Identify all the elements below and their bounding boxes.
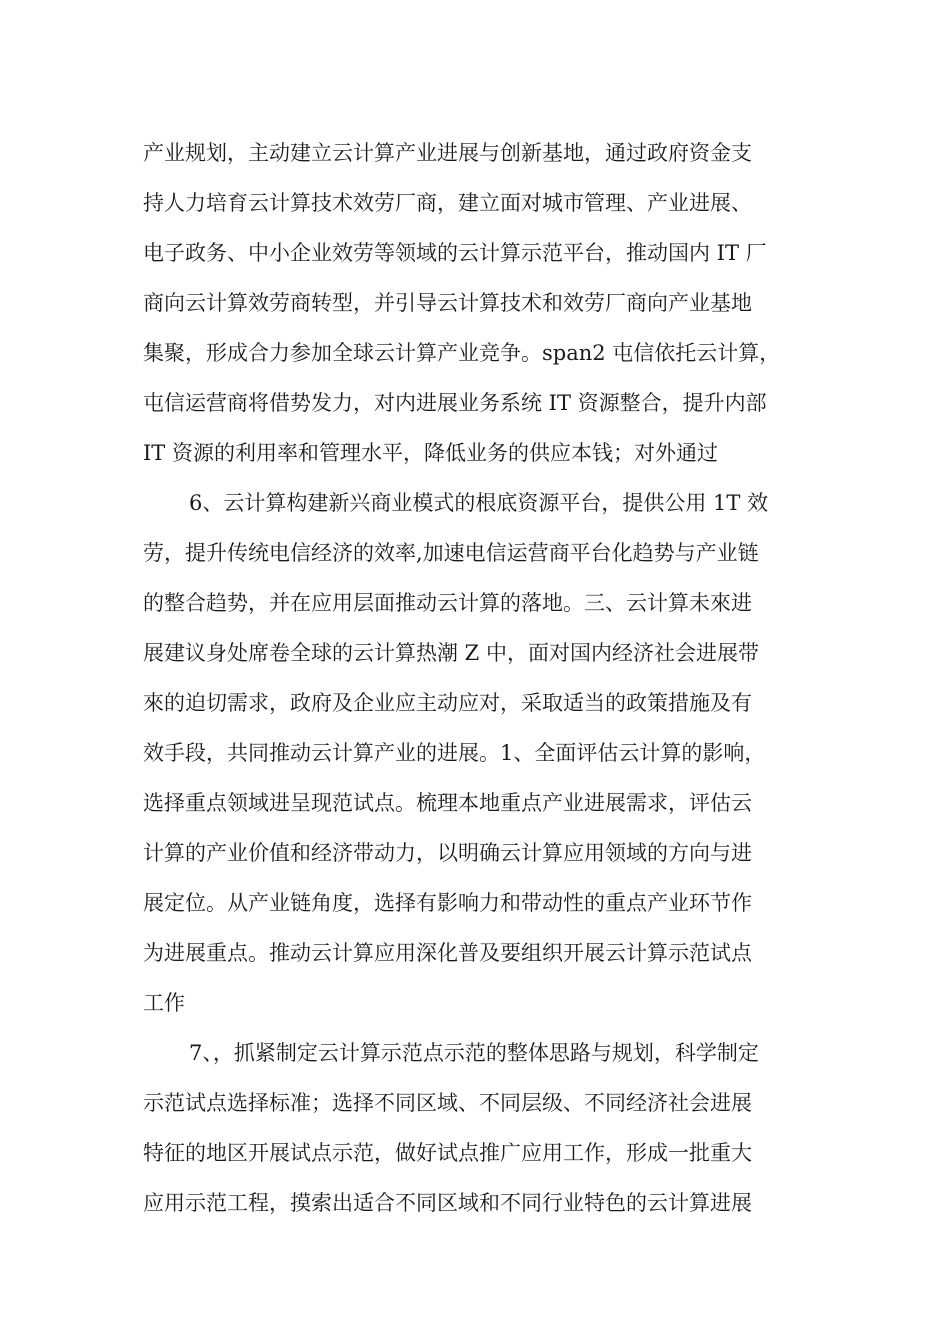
- paragraph-line: 应用示范工程，摸索出适合不同区域和不同行业特色的云计算进展: [143, 1191, 752, 1215]
- paragraph-2: [143, 478, 823, 1028]
- paragraph-line: 工作: [143, 991, 185, 1015]
- paragraph-line: 展定位。从产业链角度，选择有影响力和带动性的重点产业环节作: [143, 891, 752, 915]
- paragraph-line: 6、云计算构建新兴商业模式的根底资源平台，提供公用 1T 效: [189, 491, 769, 515]
- paragraph-line: 为进展重点。推动云计算应用深化普及要组织开展云计算示范试点: [143, 941, 752, 965]
- paragraph-line: 示范试点选择标准；选择不同区域、不同层级、不同经济社会进展: [143, 1091, 752, 1115]
- paragraph-line: 展建议身处席卷全球的云计算热潮 Z 中，面对国内经济社会进展带: [143, 641, 759, 665]
- paragraph-line: 劳，提升传统电信经济的效率,加速电信运营商平台化趋势与产业链: [143, 541, 759, 565]
- paragraph-line: 电子政务、中小企业效劳等领域的云计算示范平台，推动国内 IT 厂: [143, 241, 767, 265]
- paragraph-1: [143, 128, 823, 478]
- paragraph-line: IT 资源的利用率和管理水平，降低业务的供应本钱；对外通过: [143, 441, 718, 465]
- paragraph-3: [143, 1028, 823, 1228]
- paragraph-line: 特征的地区开展试点示范，做好试点推广应用工作，形成一批重大: [143, 1141, 752, 1165]
- paragraph-line: 选择重点领域进呈现范试点。梳理本地重点产业进展需求，评估云: [143, 791, 752, 815]
- paragraph-line: 产业规划，主动建立云计算产业进展与创新基地，通过政府资金支: [143, 141, 752, 165]
- paragraph-line: 持人力培育云计算技术效劳厂商，建立面对城市管理、产业进展、: [143, 191, 752, 215]
- paragraph-line: 7、，抓紧制定云计算示范点示范的整体思路与规划，科学制定: [189, 1041, 759, 1065]
- paragraph-line: 计算的产业价值和经济带动力，以明确云计算应用领域的方向与进: [143, 841, 752, 865]
- paragraph-line: 的整合趋势，并在应用层面推动云计算的落地。三、云计算未來进: [143, 591, 752, 615]
- paragraph-line: 效手段，共同推动云计算产业的进展。1、全面评估云计算的影响，: [143, 741, 766, 765]
- paragraph-line: 集聚，形成合力参加全球云计算产业竞争。span2 屯信依托云计算，: [143, 341, 781, 365]
- paragraph-line: 商向云计算效劳商转型，并引导云计算技术和效劳厂商向产业基地: [143, 291, 752, 315]
- paragraph-line: 來的迫切需求，政府及企业应主动应对，采取适当的政策措施及有: [143, 691, 752, 715]
- paragraph-line: 屯信运营商将借势发力，对内进展业务系统 IT 资源整合，提升内部: [143, 391, 767, 415]
